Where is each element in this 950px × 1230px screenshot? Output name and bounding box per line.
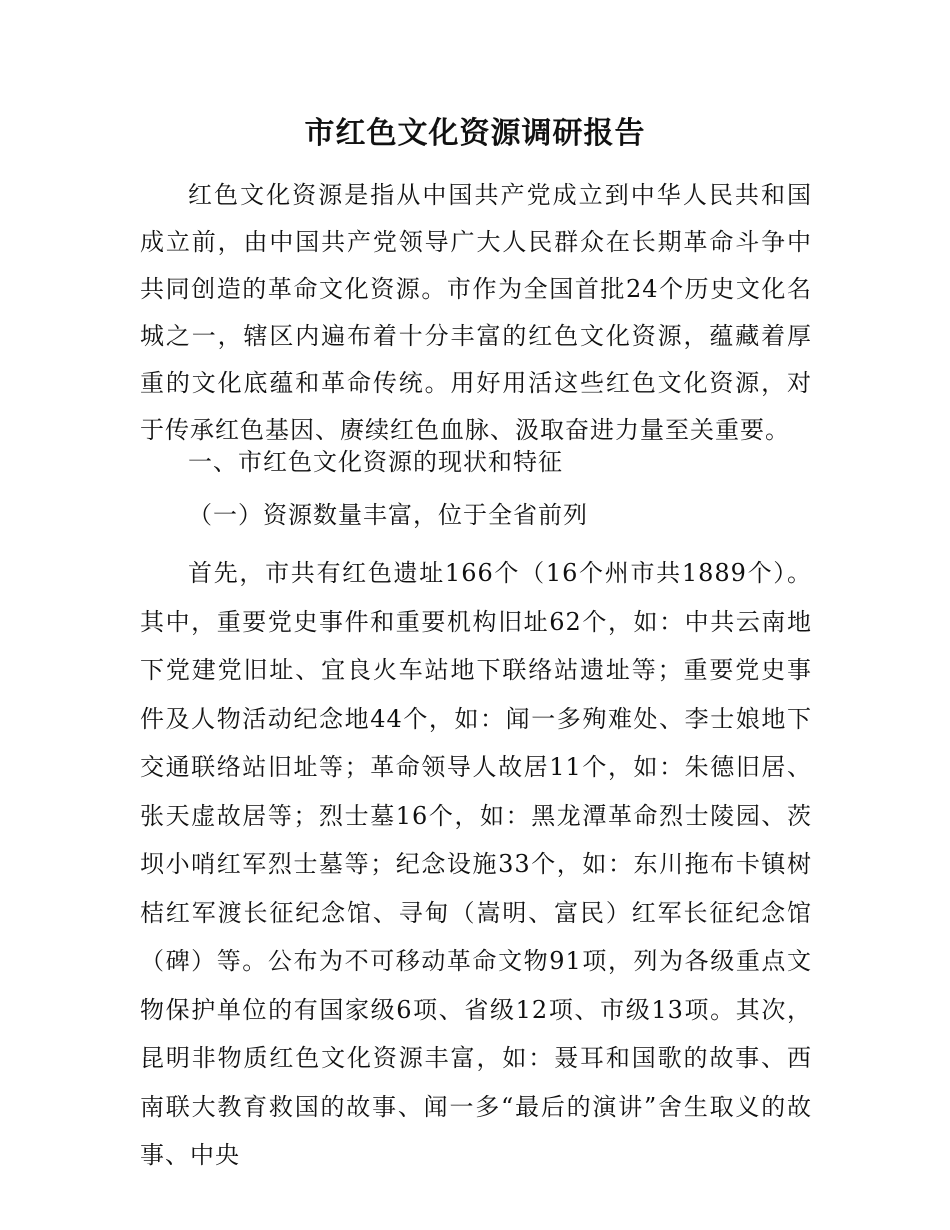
- subsection-heading: （一）资源数量丰富，位于全省前列: [188, 501, 588, 529]
- intro-paragraph: 红色文化资源是指从中国共产党成立到中华人民共和国成立前，由中国共产党领导广大人民群众在长期革命斗争中共同创造的革命文化资源。市作为全国首批24个历史文化名城之一，辖区内遍布着十分丰富的红色文化资源，蕴藏着厚重的文化底蕴和革命传统。用好用活这些红色文化资源，对于传承红色基因、赓续红色血脉、汲取奋进力量至关重要。: [140, 181, 812, 444]
- body-paragraph: 首先，市共有红色遗址166个（16个州市共1889个）。其中，重要党史事件和重要机构旧址62个，如：中共云南地下党建党旧址、宜良火车站地下联络站遗址等；重要党史事件及人物活动纪念地44个，如：闻一多殉难处、李士娘地下交通联络站旧址等；革命领导人故居11个，如：朱德旧居、张天虚故居等；烈士墓16个，如：黑龙潭革命烈士陵园、茨坝小哨红军烈士墓等；纪念设施33个，如：东川拖布卡镇树桔红军渡长征纪念馆、寻甸（嵩明、富民）红军长征纪念馆（碑）等。公布为不可移动革命文物91项，列为各级重点文物保护单位的有国家级6项、省级12项、市级13项。其次，昆明非物质红色文化资源丰富，如：聂耳和国歌的故事、西南联大教育救国的故事、闻一多“最后的演讲”舍生取义的故事、中央: [140, 559, 812, 1169]
- document-title: 市红色文化资源调研报告: [304, 116, 646, 151]
- section-heading: 一、市红色文化资源的现状和特征: [188, 448, 563, 476]
